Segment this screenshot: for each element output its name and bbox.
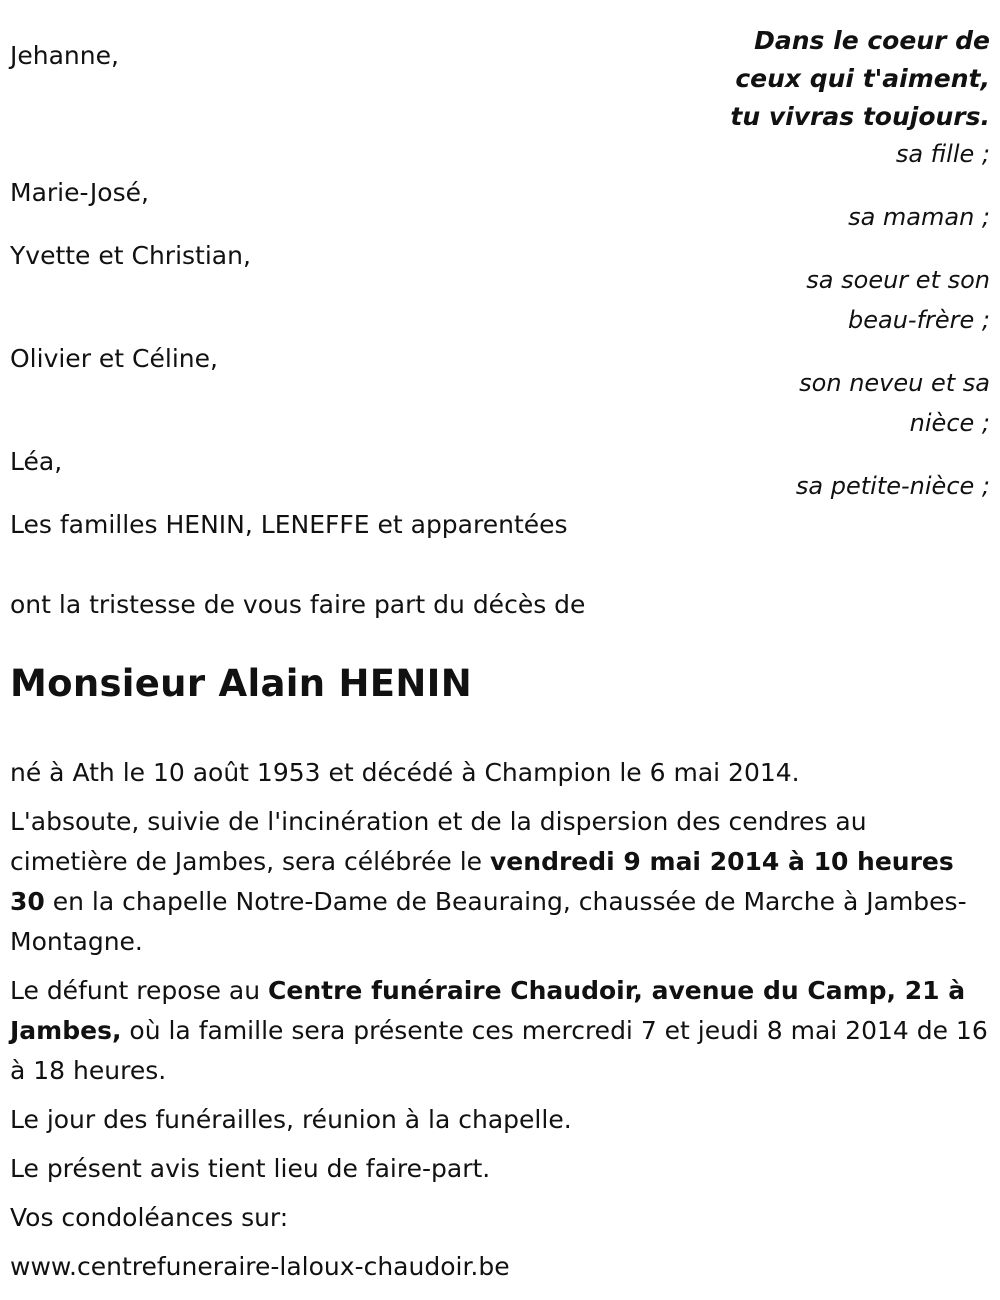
relation-line: beau-frère ; [847, 306, 990, 334]
family-name-yvette-christian: Yvette et Christian, [10, 241, 251, 270]
repose-paragraph [10, 971, 990, 1091]
relation-mother: sa maman ; [848, 203, 990, 231]
website-link[interactable]: www.centrefuneraire-laloux-chaudoir.be [10, 1252, 510, 1281]
notice-text: Le présent avis tient lieu de faire-part. [10, 1154, 491, 1183]
relation-line: nièce ; [909, 409, 990, 437]
ceremony-text-after: en la chapelle Notre-Dame de Beauraing, chaussée de Marche à Jambes-Montagne. [10, 887, 967, 956]
families-line: Les familles HENIN, LENEFFE et apparentées [10, 510, 568, 539]
memorial-quote [730, 22, 990, 136]
family-name-marie-jose: Marie-José, [10, 178, 149, 207]
ceremony-date-time: vendredi 9 mai 2014 à 10 heures 30 [10, 847, 954, 916]
repose-text-after: où la famille sera présente ces mercredi 7 et jeudi 8 mai 2014 de 16 à 18 heures. [10, 1016, 988, 1085]
repose-text-before: Le défunt repose au [10, 976, 269, 1005]
quote-line-2: ceux qui t'aiment, [735, 64, 990, 93]
relation-line: son neveu et sa [799, 369, 990, 397]
family-name-jehanne: Jehanne, [10, 41, 119, 70]
relation-line: sa soeur et son [806, 266, 990, 294]
birth-death-text: né à Ath le 10 août 1953 et décédé à Champion le 6 mai 2014. [10, 758, 800, 787]
relation-grand-niece: sa petite-nièce ; [795, 472, 990, 500]
relation-sister-brother-in-law [806, 260, 990, 340]
quote-line-3: tu vivras toujours. [730, 102, 990, 131]
family-name-lea: Léa, [10, 447, 63, 476]
repose-location: Centre funéraire Chaudoir, avenue du Camp, 21 à Jambes, [10, 976, 966, 1045]
ceremony-paragraph [10, 802, 990, 962]
family-name-olivier-celine: Olivier et Céline, [10, 344, 218, 373]
condolences-label: Vos condoléances sur: [10, 1203, 289, 1232]
relation-nephew-niece [799, 363, 990, 443]
notice-body [10, 753, 990, 1287]
ceremony-text-before: L'absoute, suivie de l'incinération et de la dispersion des cendres au cimetière de Jambes, sera célébrée le [10, 807, 867, 876]
deceased-name: Monsieur Alain HENIN [10, 662, 472, 705]
announcement-text: ont la tristesse de vous faire part du décès de [10, 590, 586, 619]
relation-daughter: sa fille ; [895, 140, 990, 168]
quote-line-1: Dans le coeur de [754, 26, 990, 55]
reunion-text: Le jour des funérailles, réunion à la chapelle. [10, 1105, 572, 1134]
